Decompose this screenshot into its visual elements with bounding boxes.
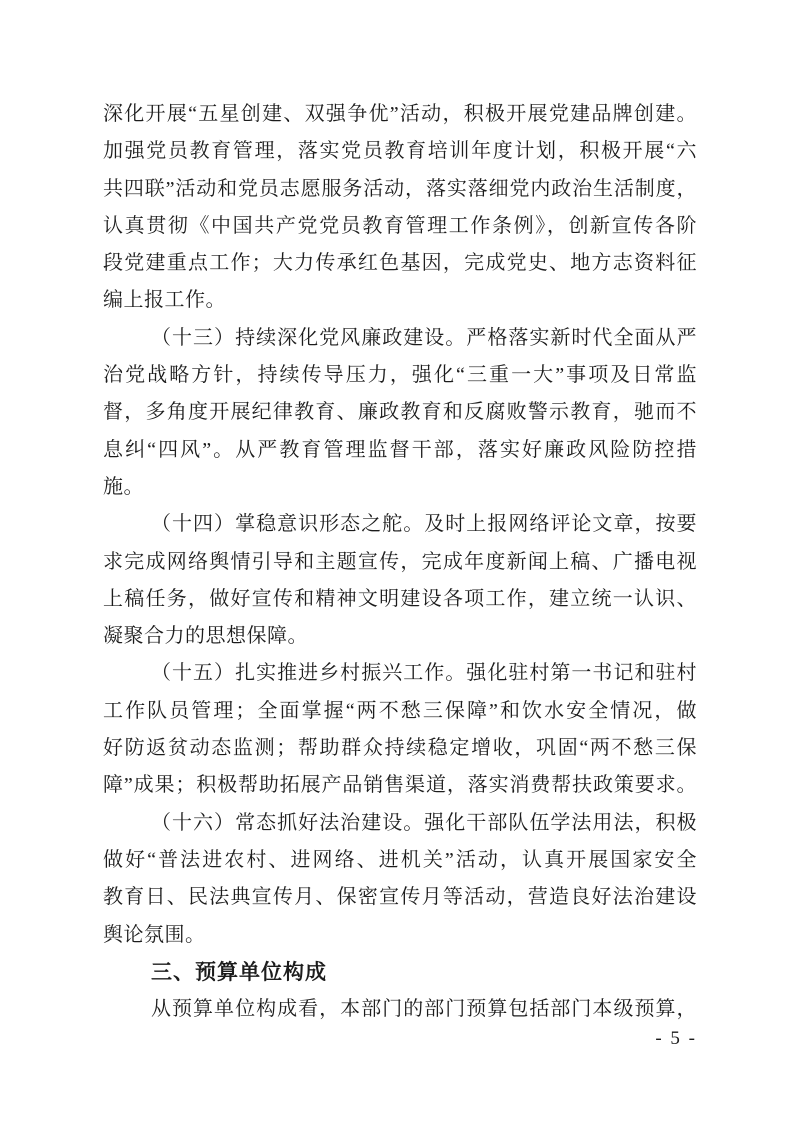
- text-line: 深化开展“五星创建、双强争优”活动，积极开展党建品牌创建。: [103, 103, 697, 125]
- paragraph-section-3-heading: [103, 954, 697, 991]
- text-line: 认真贯彻《中国共产党党员教育管理工作条例》，创新宣传各阶: [103, 214, 697, 237]
- section-heading: 三、预算单位构成: [151, 960, 327, 984]
- paragraph-item-14-ideology: [103, 506, 697, 655]
- text-line: 编上报工作。: [103, 289, 226, 312]
- text-line: 工作队员管理；全面掌握“两不愁三保障”和饮水安全情况，做: [103, 699, 697, 722]
- text-line: （十五）扎实推进乡村振兴工作。强化驻村第一书记和驻村: [151, 662, 697, 685]
- text-line: （十六）常态抓好法治建设。强化干部队伍学法用法，积极: [151, 811, 697, 834]
- text-line: 做好“普法进农村、进网络、进机关”活动，认真开展国家安全: [103, 848, 697, 871]
- text-line: 段党建重点工作；大力传承红色基因，完成党史、地方志资料征: [103, 252, 697, 275]
- text-line: 息纠“四风”。从严教育管理监督干部，落实好廉政风险防控措: [103, 438, 697, 461]
- text-line: 凝聚合力的思想保障。: [103, 625, 308, 648]
- text-line: （十三）持续深化党风廉政建设。严格落实新时代全面从严: [151, 326, 697, 349]
- text-line: 施。: [103, 475, 144, 498]
- text-line: （十四）掌稳意识形态之舵。及时上报网络评论文章，按要: [151, 513, 697, 536]
- paragraph-item-15-rural-revitalization: [103, 655, 697, 804]
- text-line: 好防返贫动态监测；帮助群众持续稳定增收，巩固“两不愁三保: [103, 737, 697, 760]
- paragraph-party-building-continuation: [103, 96, 697, 320]
- paragraph-item-13-party-conduct: [103, 320, 697, 506]
- document-text-block: [103, 96, 697, 1028]
- page-number: - 5 -: [655, 1028, 697, 1049]
- text-line: 加强党员教育管理，落实党员教育培训年度计划，积极开展“六: [103, 140, 697, 163]
- text-line: 共四联”活动和党员志愿服务活动，落实落细党内政治生活制度，: [103, 177, 697, 200]
- text-line: 从预算单位构成看，本部门的部门预算包括部门本级预算，: [151, 998, 697, 1021]
- text-line: 教育日、民法典宣传月、保密宣传月等活动，营造良好法治建设: [103, 886, 697, 909]
- paragraph-item-16-rule-of-law: [103, 805, 697, 954]
- text-line: 治党战略方针，持续传导压力，强化“三重一大”事项及日常监: [103, 364, 697, 387]
- paragraph-budget-unit-composition-intro: [103, 991, 697, 1028]
- text-line: 求完成网络舆情引导和主题宣传，完成年度新闻上稿、广播电视: [103, 550, 697, 573]
- text-line: 障”成果；积极帮助拓展产品销售渠道，落实消费帮扶政策要求。: [103, 774, 697, 797]
- text-line: 上稿任务，做好宣传和精神文明建设各项工作，建立统一认识、: [103, 587, 697, 610]
- text-line: 督，多角度开展纪律教育、廉政教育和反腐败警示教育，驰而不: [103, 401, 697, 424]
- text-line: 舆论氛围。: [103, 923, 206, 946]
